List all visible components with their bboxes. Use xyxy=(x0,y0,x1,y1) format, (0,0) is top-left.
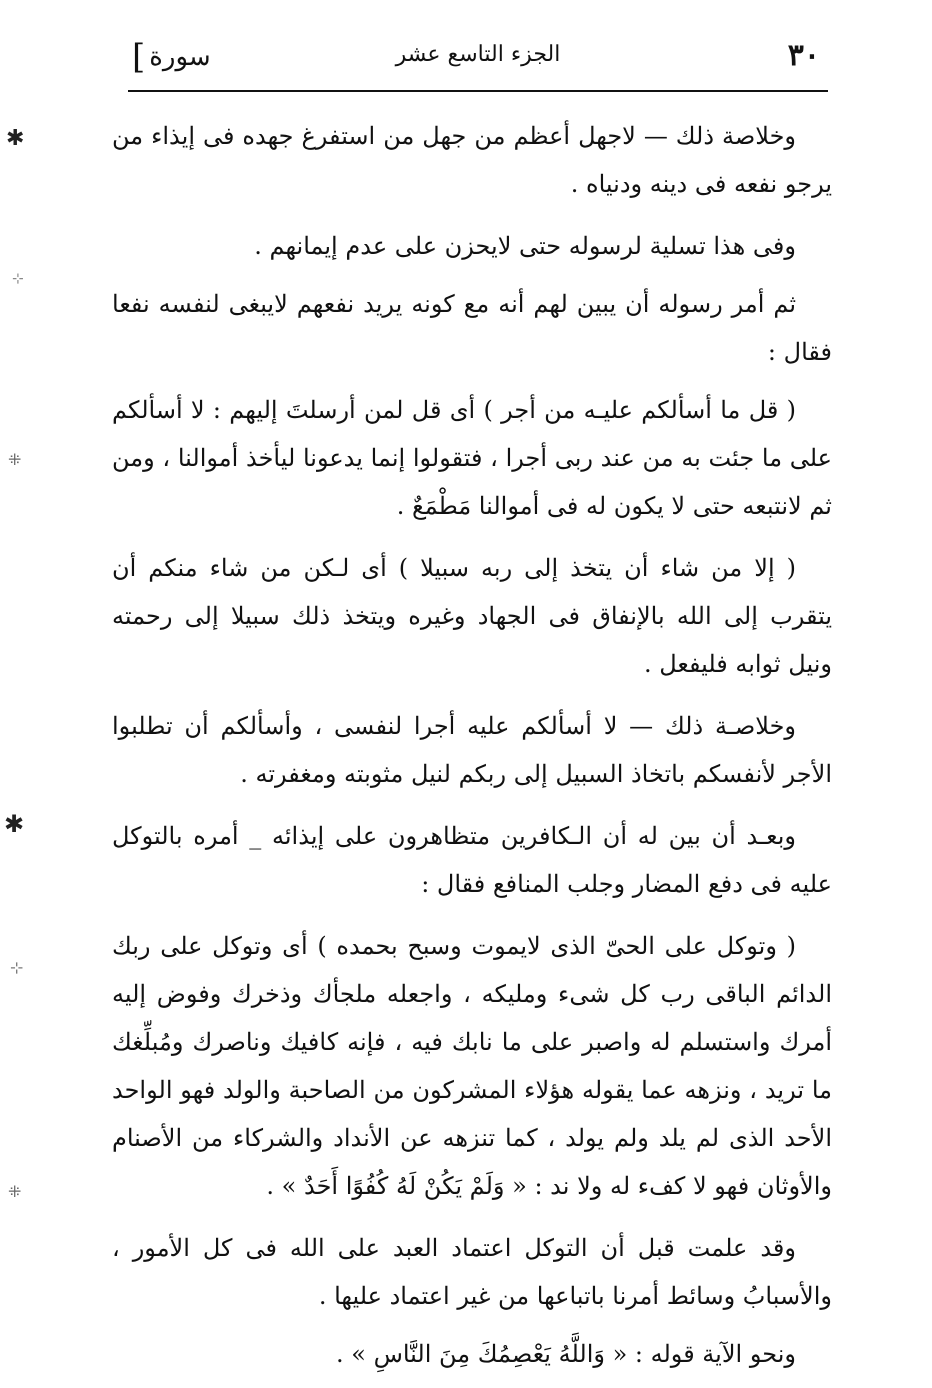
scan-speck: ✱ xyxy=(4,810,25,838)
paragraph: وفى هذا تسلية لرسوله حتى لايحزن على عدم إيمانهم . xyxy=(254,232,796,260)
header-bracket: [ xyxy=(132,37,146,77)
paragraph: وخلاصة ذلك — لاجهل أعظم من جهل من استفرغ جهده فى إيذاء من يرجو نفعه فى دينه ودنياه . xyxy=(112,122,832,198)
paragraph: ونحو الآية قوله : « وَاللَّهُ يَعْصِمُكَ مِنَ النَّاسِ » . xyxy=(336,1340,796,1368)
paragraph: ( إلا من شاء أن يتخذ إلى ربه سبيلا ) أى لـكن من شاء منكم أن يتقرب إلى الله بالإنفاق فى الجهاد وغيره ويتخذ ذلك سبيلا إلى رحمته ونيل ثوابه فليفعل . xyxy=(112,554,833,678)
paragraph: وبعـد أن بين له أن الـكافرين متظاهرون على إيذائه _ أمره بالتوكل عليه فى دفع المضار وجلب المنافع فقال : xyxy=(112,822,832,898)
scan-speck: ✱ xyxy=(6,126,25,151)
running-title: الجزء التاسع عشر xyxy=(395,42,561,67)
section-label-box xyxy=(132,37,211,77)
paragraph: وخلاصـة ذلك — لا أسألكم عليه أجرا لنفسى ، وأسألكم أن تطلبوا الأجر لأنفسكم باتخاذ السبيل إلى ربكم لنيل مثوبته ومغفرته . xyxy=(112,712,832,788)
paragraph: ( قل ما أسألكم عليـه من أجر ) أى قل لمن أرسلتَ إليهم : لا أسألكم على ما جئت به من عند ربى أجرا ، فتقولوا إنما يدعونا ليأخذ أموالنا ، ومن ثم لانتبعه حتى لا يكون له فى أموالنا مَطْمَعٌ . xyxy=(112,396,833,520)
section-label: سورة xyxy=(149,42,211,72)
scan-speck: ⊹ xyxy=(10,958,24,977)
running-header xyxy=(128,36,828,92)
paragraph: وقد علمت قبل أن التوكل اعتماد العبد على الله فى كل الأمور ، والأسبابُ وسائط أمرنا باتباعها من غير اعتماد عليها . xyxy=(112,1234,832,1310)
scan-speck: ⁜ xyxy=(8,450,22,469)
paragraph: ( وتوكل على الحىّ الذى لايموت وسبح بحمده ) أى وتوكل على ربك الدائم الباقى رب كل شىء ومليكه ، واجعله ملجأك وذخرك وفوض إليه أمرك واستسلم له واصبر على ما نابك فيه ، فإنه كافيك وناصرك ومُبلِّغك ما تريد ، ونزهه عما يقوله هؤلاء المشركون من الصاحبة والولد فهو الواحد الأحد الذى لم يلد ولم يولد ، كما تنزهه عن الأنداد والشركاء من الأصنام والأوثان فهو لا كفء له ولا ند : « وَلَمْ يَكُنْ لَهُ كُفُوًا أَحَدٌ » . xyxy=(112,932,833,1200)
scan-speck: ⊹ xyxy=(12,271,24,287)
paragraph: ثم أمر رسوله أن يبين لهم أنه مع كونه يريد نفعهم لايبغى لنفسه نفعا فقال : xyxy=(112,290,832,366)
scan-speck: ⁜ xyxy=(8,1182,22,1201)
header-rule xyxy=(128,90,828,92)
page-number: ٣٠ xyxy=(787,38,820,73)
body-text xyxy=(112,112,832,1388)
